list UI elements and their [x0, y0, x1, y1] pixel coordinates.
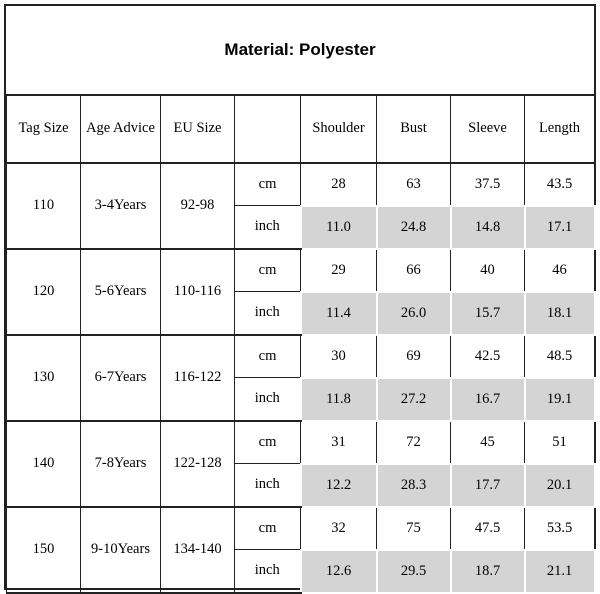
table-row-cm: [7, 249, 595, 292]
length-cm-cell: 51: [525, 421, 595, 464]
unit-cell: inch: [235, 206, 301, 249]
eu-size-cell: 116-122: [161, 335, 235, 421]
unit-cell: cm: [235, 163, 301, 206]
bust-cm-cell: 63: [377, 163, 451, 206]
sleeve-inch-cell: 18.7: [451, 550, 525, 593]
tag-size-cell: 150: [7, 507, 81, 593]
size-table: [6, 94, 596, 594]
eu-size-cell: 110-116: [161, 249, 235, 335]
sleeve-cm-cell: 37.5: [451, 163, 525, 206]
unit-cell: inch: [235, 464, 301, 507]
table-row-cm: [7, 421, 595, 464]
unit-cell: inch: [235, 378, 301, 421]
tag-size-cell: 120: [7, 249, 81, 335]
chart-title: Material: Polyester: [6, 6, 594, 96]
sleeve-inch-cell: 14.8: [451, 206, 525, 249]
header-sleeve: Sleeve: [451, 95, 525, 163]
bust-cm-cell: 69: [377, 335, 451, 378]
table-row-cm: [7, 507, 595, 550]
eu-size-cell: 122-128: [161, 421, 235, 507]
unit-cell: inch: [235, 550, 301, 593]
age-advice-cell: 6-7Years: [81, 335, 161, 421]
bust-cm-cell: 66: [377, 249, 451, 292]
shoulder-inch-cell: 11.0: [301, 206, 377, 249]
shoulder-cm-cell: 31: [301, 421, 377, 464]
header-tag-size: Tag Size: [7, 95, 81, 163]
tag-size-cell: 140: [7, 421, 81, 507]
header-row: [7, 95, 595, 163]
bust-cm-cell: 72: [377, 421, 451, 464]
shoulder-cm-cell: 28: [301, 163, 377, 206]
header-age-advice: Age Advice: [81, 95, 161, 163]
shoulder-inch-cell: 12.2: [301, 464, 377, 507]
length-cm-cell: 48.5: [525, 335, 595, 378]
sleeve-inch-cell: 15.7: [451, 292, 525, 335]
length-inch-cell: 17.1: [525, 206, 595, 249]
unit-cell: inch: [235, 292, 301, 335]
size-chart: [4, 4, 596, 590]
age-advice-cell: 9-10Years: [81, 507, 161, 593]
age-advice-cell: 7-8Years: [81, 421, 161, 507]
eu-size-cell: 134-140: [161, 507, 235, 593]
length-cm-cell: 43.5: [525, 163, 595, 206]
bust-inch-cell: 24.8: [377, 206, 451, 249]
length-inch-cell: 20.1: [525, 464, 595, 507]
length-cm-cell: 53.5: [525, 507, 595, 550]
length-inch-cell: 21.1: [525, 550, 595, 593]
sleeve-inch-cell: 17.7: [451, 464, 525, 507]
age-advice-cell: 3-4Years: [81, 163, 161, 249]
header-eu-size: EU Size: [161, 95, 235, 163]
bust-cm-cell: 75: [377, 507, 451, 550]
bust-inch-cell: 29.5: [377, 550, 451, 593]
length-cm-cell: 46: [525, 249, 595, 292]
header-bust: Bust: [377, 95, 451, 163]
shoulder-cm-cell: 30: [301, 335, 377, 378]
header-shoulder: Shoulder: [301, 95, 377, 163]
sleeve-inch-cell: 16.7: [451, 378, 525, 421]
unit-cell: cm: [235, 507, 301, 550]
bust-inch-cell: 26.0: [377, 292, 451, 335]
unit-cell: cm: [235, 335, 301, 378]
unit-cell: cm: [235, 249, 301, 292]
sleeve-cm-cell: 40: [451, 249, 525, 292]
sleeve-cm-cell: 47.5: [451, 507, 525, 550]
sleeve-cm-cell: 45: [451, 421, 525, 464]
bust-inch-cell: 28.3: [377, 464, 451, 507]
tag-size-cell: 130: [7, 335, 81, 421]
table-row-cm: [7, 335, 595, 378]
length-inch-cell: 19.1: [525, 378, 595, 421]
header-unit: [235, 95, 301, 163]
shoulder-inch-cell: 12.6: [301, 550, 377, 593]
shoulder-inch-cell: 11.4: [301, 292, 377, 335]
shoulder-cm-cell: 32: [301, 507, 377, 550]
age-advice-cell: 5-6Years: [81, 249, 161, 335]
tag-size-cell: 110: [7, 163, 81, 249]
eu-size-cell: 92-98: [161, 163, 235, 249]
shoulder-inch-cell: 11.8: [301, 378, 377, 421]
header-length: Length: [525, 95, 595, 163]
length-inch-cell: 18.1: [525, 292, 595, 335]
unit-cell: cm: [235, 421, 301, 464]
shoulder-cm-cell: 29: [301, 249, 377, 292]
sleeve-cm-cell: 42.5: [451, 335, 525, 378]
table-row-cm: [7, 163, 595, 206]
bust-inch-cell: 27.2: [377, 378, 451, 421]
